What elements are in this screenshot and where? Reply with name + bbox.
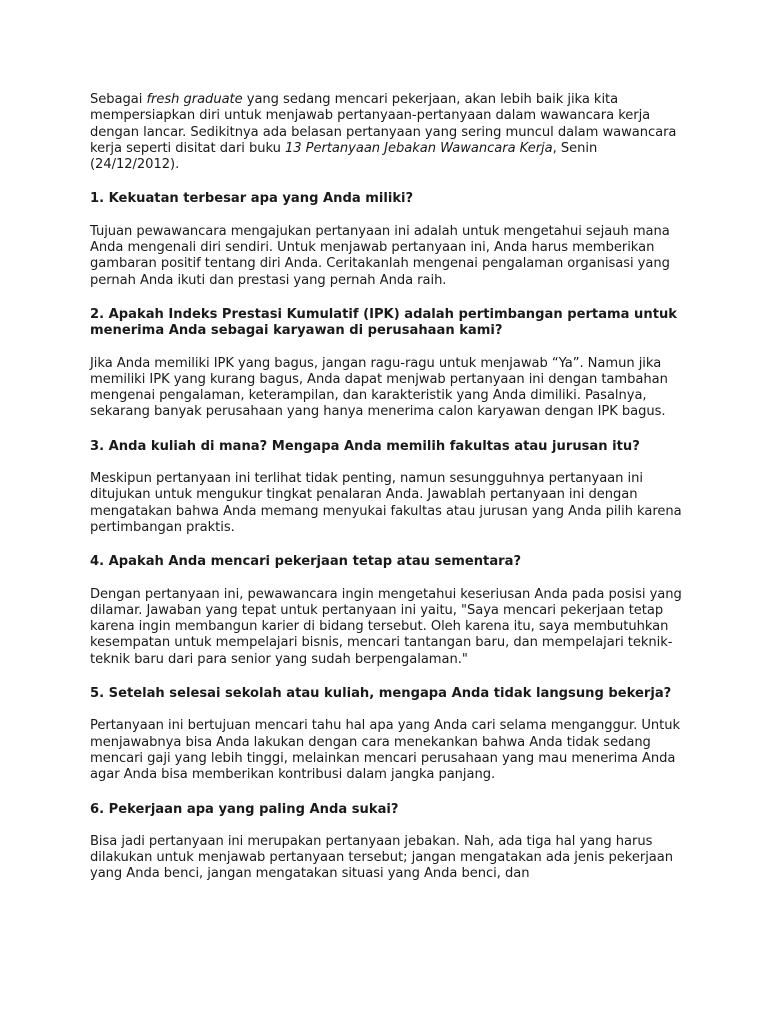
intro-text-1: Sebagai xyxy=(90,92,147,107)
section-2 xyxy=(90,307,690,421)
question-heading-1: 1. Kekuatan terbesar apa yang Anda miliki? xyxy=(90,191,414,207)
question-heading-5: 5. Setelah selesai sekolah atau kuliah, mengapa Anda tidak langsung bekerja? xyxy=(90,686,672,702)
answer-paragraph-5: Pertanyaan ini bertujuan mencari tahu hal apa yang Anda cari selama menganggur. Untuk menjawabnya bisa Anda lakukan dengan cara menekankan bahwa Anda tidak sedang mencari gaji yang lebih tinggi, melainkan mencari perusahaan yang mau menerima Anda agar Anda bisa memberikan kontribusi dalam jangka panjang. xyxy=(90,718,681,783)
intro-text-2: yang sedang mencari pekerjaan, akan lebih baik jika kita mempersiapkan diri untuk menjawab pertanyaan-pertanyaan dalam wawancara kerja dengan lancar. Sedikitnya ada belasan pertanyaan yang sering muncul dalam wawancara kerja seperti disitat dari buku xyxy=(90,92,677,156)
section-3 xyxy=(90,439,690,536)
intro-italic-fresh-graduate: fresh graduate xyxy=(146,92,243,107)
answer-paragraph-1: Tujuan pewawancara mengajukan pertanyaan ini adalah untuk mengetahui sejauh mana Anda mengenali diri sendiri. Untuk menjawab pertanyaan ini, Anda harus memberikan gambaran positif tentang diri Anda. Ceritakanlah mengenai pengalaman organisasi yang pernah Anda ikuti dan prestasi yang pernah Anda raih. xyxy=(90,223,670,288)
question-heading-4: 4. Apakah Anda mencari pekerjaan tetap atau sementara? xyxy=(90,554,522,570)
intro-text-3: , Senin (24/12/2012). xyxy=(90,140,598,173)
section-4 xyxy=(90,554,690,668)
section-1 xyxy=(90,191,690,288)
intro-italic-book-title: 13 Pertanyaan Jebakan Wawancara Kerja xyxy=(284,140,553,156)
answer-paragraph-3: Meskipun pertanyaan ini terlihat tidak penting, namun sesungguhnya pertanyaan ini ditujukan untuk mengukur tingkat penalaran Anda. Jawablah pertanyaan ini dengan mengatakan bahwa Anda memang menyukai fakultas atau jurusan yang Anda pilih karena pertimbangan praktis. xyxy=(90,471,682,535)
answer-paragraph-4: Dengan pertanyaan ini, pewawancara ingin mengetahui keseriusan Anda pada posisi yang dilamar. Jawaban yang tepat untuk pertanyaan ini yaitu, "Saya mencari pekerjaan tetap karena ingin membangun karier di bidang tersebut. Oleh karena itu, saya membutuhkan kesempatan untuk mempelajari bisnis, mencari tantangan baru, dan mempelajari teknik-teknik baru dari para senior yang sudah berpengalaman." xyxy=(90,586,682,667)
section-6 xyxy=(90,802,690,883)
section-5 xyxy=(90,686,690,783)
document-page xyxy=(90,92,690,901)
question-heading-3: 3. Anda kuliah di mana? Mengapa Anda memilih fakultas atau jurusan itu? xyxy=(90,438,640,454)
answer-paragraph-6: Bisa jadi pertanyaan ini merupakan pertanyaan jebakan. Nah, ada tiga hal yang harus dilakukan untuk menjawab pertanyaan tersebut; jangan mengatakan ada jenis pekerjaan yang Anda benci, jangan mengatakan situasi yang Anda benci, dan xyxy=(90,833,673,882)
question-heading-6: 6. Pekerjaan apa yang paling Anda sukai? xyxy=(90,801,399,817)
intro-paragraph xyxy=(90,92,690,173)
answer-paragraph-2: Jika Anda memiliki IPK yang bagus, jangan ragu-ragu untuk menjawab “Ya”. Namun jika memiliki IPK yang kurang bagus, Anda dapat menjwab pertanyaan ini dengan tambahan mengenai pengalaman, keterampilan, dan karakteristik yang Anda dimiliki. Pasalnya, sekarang banyak perusahaan yang hanya menerima calon karyawan dengan IPK bagus. xyxy=(90,355,668,420)
question-heading-2: 2. Apakah Indeks Prestasi Kumulatif (IPK) adalah pertimbangan pertama untuk menerima Anda sebagai karyawan di perusahaan kami? xyxy=(90,306,677,339)
